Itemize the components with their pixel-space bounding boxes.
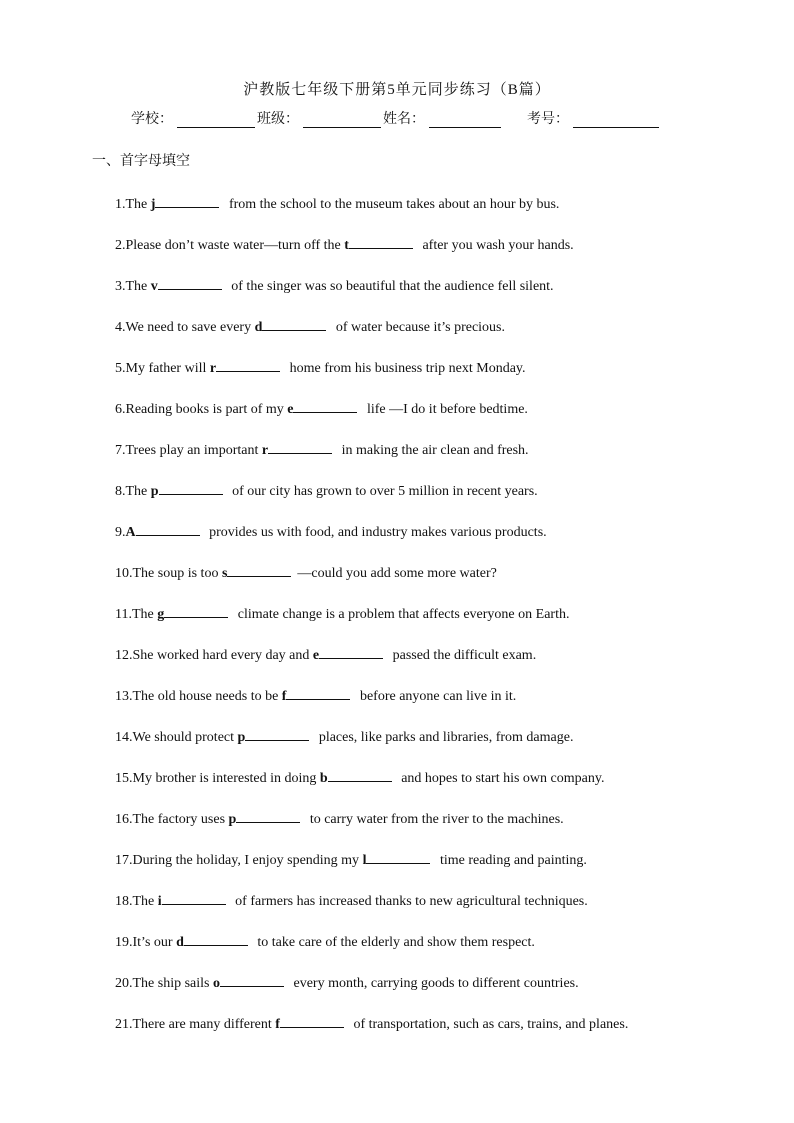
question-text-after: from the school to the museum takes about an hour by bus. <box>225 197 560 212</box>
question-number: 10. <box>115 566 133 581</box>
answer-blank[interactable] <box>227 562 291 577</box>
question-text-after: of water because it’s precious. <box>332 320 505 335</box>
question-text-before: During the holiday, I enjoy spending my <box>132 853 363 868</box>
initial-letter: j <box>150 197 156 212</box>
question-text-after: of our city has grown to over 5 million in recent years. <box>228 484 538 499</box>
question-text-before: We should protect <box>132 730 238 745</box>
answer-blank[interactable] <box>158 275 222 290</box>
student-info-row <box>131 108 659 128</box>
initial-letter: b <box>319 771 328 786</box>
question-item <box>115 521 734 562</box>
question-item <box>115 849 734 890</box>
question-number: 18. <box>115 894 133 909</box>
question-item <box>115 890 734 931</box>
school-field[interactable] <box>131 108 257 128</box>
question-text-before: My brother is interested in doing <box>132 771 320 786</box>
initial-letter: g <box>157 607 165 622</box>
question-text-after: every month, carrying goods to different countries. <box>290 976 579 991</box>
answer-blank[interactable] <box>280 1013 344 1028</box>
question-text-after: climate change is a problem that affects everyone on Earth. <box>234 607 570 622</box>
question-text-before: It’s our <box>132 935 177 950</box>
initial-letter: p <box>150 484 159 499</box>
question-text-after: home from his business trip next Monday. <box>286 361 526 376</box>
question-item <box>115 562 734 603</box>
question-text-before: My father will <box>125 361 210 376</box>
question-item <box>115 234 734 275</box>
initial-letter: r <box>209 361 217 376</box>
question-list <box>115 193 734 1054</box>
question-item <box>115 1013 734 1054</box>
section-heading: 一、首字母填空 <box>92 154 190 169</box>
initial-letter: t <box>344 238 349 253</box>
question-item <box>115 480 734 521</box>
initial-letter: o <box>213 976 220 991</box>
initial-letter: e <box>312 648 320 663</box>
initial-letter: A <box>125 525 136 540</box>
question-text-before: Trees play an important <box>125 443 262 458</box>
exam-number-blank[interactable] <box>573 113 659 128</box>
answer-blank[interactable] <box>136 521 200 536</box>
question-item <box>115 275 734 316</box>
class-label: 班级： <box>257 112 299 127</box>
question-text-after: before anyone can live in it. <box>356 689 517 704</box>
answer-blank[interactable] <box>236 808 300 823</box>
question-number: 7. <box>115 443 126 458</box>
initial-letter: v <box>150 279 158 294</box>
question-text-after: life —I do it before bedtime. <box>363 402 528 417</box>
question-text-after: in making the air clean and fresh. <box>338 443 529 458</box>
answer-blank[interactable] <box>366 849 430 864</box>
question-text-after: of transportation, such as cars, trains, and planes. <box>349 1017 629 1032</box>
question-text-after: provides us with food, and industry makes various products. <box>205 525 547 540</box>
name-field[interactable] <box>383 108 527 128</box>
question-text-after: —could you add some more water? <box>297 566 497 581</box>
question-text-before: There are many different <box>132 1017 276 1032</box>
initial-letter: f <box>275 1017 280 1032</box>
question-number: 16. <box>115 812 133 827</box>
answer-blank[interactable] <box>245 726 309 741</box>
question-text-after: and hopes to start his own company. <box>397 771 605 786</box>
class-blank[interactable] <box>303 113 381 128</box>
question-item <box>115 316 734 357</box>
initial-letter: d <box>254 320 263 335</box>
question-text-after: after you wash your hands. <box>418 238 574 253</box>
question-item <box>115 193 734 234</box>
question-text-before: The ship sails <box>132 976 213 991</box>
question-number: 1. <box>115 197 126 212</box>
question-text-before: She worked hard every day and <box>132 648 313 663</box>
question-number: 6. <box>115 402 126 417</box>
question-text-after: time reading and painting. <box>436 853 587 868</box>
exam-number-label: 考号： <box>527 112 569 127</box>
initial-letter: f <box>281 689 287 704</box>
initial-letter: s <box>221 566 228 581</box>
question-item <box>115 603 734 644</box>
question-item <box>115 767 734 808</box>
answer-blank[interactable] <box>159 480 223 495</box>
question-text-after: passed the difficult exam. <box>389 648 537 663</box>
page-title: 沪教版七年级下册第5单元同步练习（B篇） <box>243 82 551 98</box>
answer-blank[interactable] <box>155 193 219 208</box>
question-item <box>115 644 734 685</box>
school-label: 学校： <box>131 112 173 127</box>
answer-blank[interactable] <box>216 357 280 372</box>
question-number: 12. <box>115 648 133 663</box>
question-text-before: The soup is too <box>132 566 222 581</box>
initial-letter: p <box>228 812 237 827</box>
initial-letter: i <box>157 894 162 909</box>
question-text-before: The <box>132 894 158 909</box>
question-text-before: We need to save every <box>125 320 255 335</box>
answer-blank[interactable] <box>319 644 383 659</box>
question-number: 15. <box>115 771 133 786</box>
question-item <box>115 685 734 726</box>
initial-letter: p <box>237 730 246 745</box>
question-number: 14. <box>115 730 133 745</box>
answer-blank[interactable] <box>349 234 413 249</box>
question-text-after: to carry water from the river to the machines. <box>306 812 564 827</box>
question-text-before: The factory uses <box>132 812 229 827</box>
question-number: 4. <box>115 320 126 335</box>
initial-letter: r <box>261 443 269 458</box>
question-number: 2. <box>115 238 126 253</box>
question-number: 8. <box>115 484 126 499</box>
question-text-before: Please don’t waste water—turn off the <box>125 238 345 253</box>
name-label: 姓名： <box>383 112 425 127</box>
question-item <box>115 439 734 480</box>
question-number: 19. <box>115 935 133 950</box>
question-text-before: The <box>131 607 158 622</box>
question-number: 3. <box>115 279 126 294</box>
class-field[interactable] <box>257 108 383 128</box>
question-text-before: The <box>125 197 151 212</box>
question-item <box>115 808 734 849</box>
question-number: 20. <box>115 976 133 991</box>
question-item <box>115 726 734 767</box>
question-number: 11. <box>115 607 132 622</box>
answer-blank[interactable] <box>286 685 350 700</box>
answer-blank[interactable] <box>220 972 284 987</box>
question-number: 21. <box>115 1017 133 1032</box>
school-blank[interactable] <box>177 113 255 128</box>
question-text-after: of the singer was so beautiful that the audience fell silent. <box>227 279 554 294</box>
question-text-after: places, like parks and libraries, from damage. <box>315 730 574 745</box>
question-text-before: The <box>125 279 151 294</box>
initial-letter: l <box>362 853 367 868</box>
question-number: 5. <box>115 361 126 376</box>
question-item <box>115 931 734 972</box>
question-number: 17. <box>115 853 133 868</box>
question-number: 13. <box>115 689 133 704</box>
exam-number-field[interactable] <box>527 108 659 128</box>
initial-letter: e <box>287 402 294 417</box>
question-number: 9. <box>115 525 126 540</box>
question-text-before: Reading books is part of my <box>125 402 288 417</box>
question-item <box>115 357 734 398</box>
answer-blank[interactable] <box>164 603 228 618</box>
question-text-before: The old house needs to be <box>132 689 282 704</box>
answer-blank[interactable] <box>293 398 357 413</box>
answer-blank[interactable] <box>328 767 392 782</box>
initial-letter: d <box>176 935 184 950</box>
answer-blank[interactable] <box>184 931 248 946</box>
name-blank[interactable] <box>429 113 501 128</box>
question-item <box>115 398 734 439</box>
question-text-after: to take care of the elderly and show them respect. <box>253 935 535 950</box>
question-text-before: The <box>125 484 151 499</box>
question-item <box>115 972 734 1013</box>
answer-blank[interactable] <box>162 890 226 905</box>
answer-blank[interactable] <box>262 316 326 331</box>
answer-blank[interactable] <box>268 439 332 454</box>
question-text-after: of farmers has increased thanks to new agricultural techniques. <box>231 894 588 909</box>
